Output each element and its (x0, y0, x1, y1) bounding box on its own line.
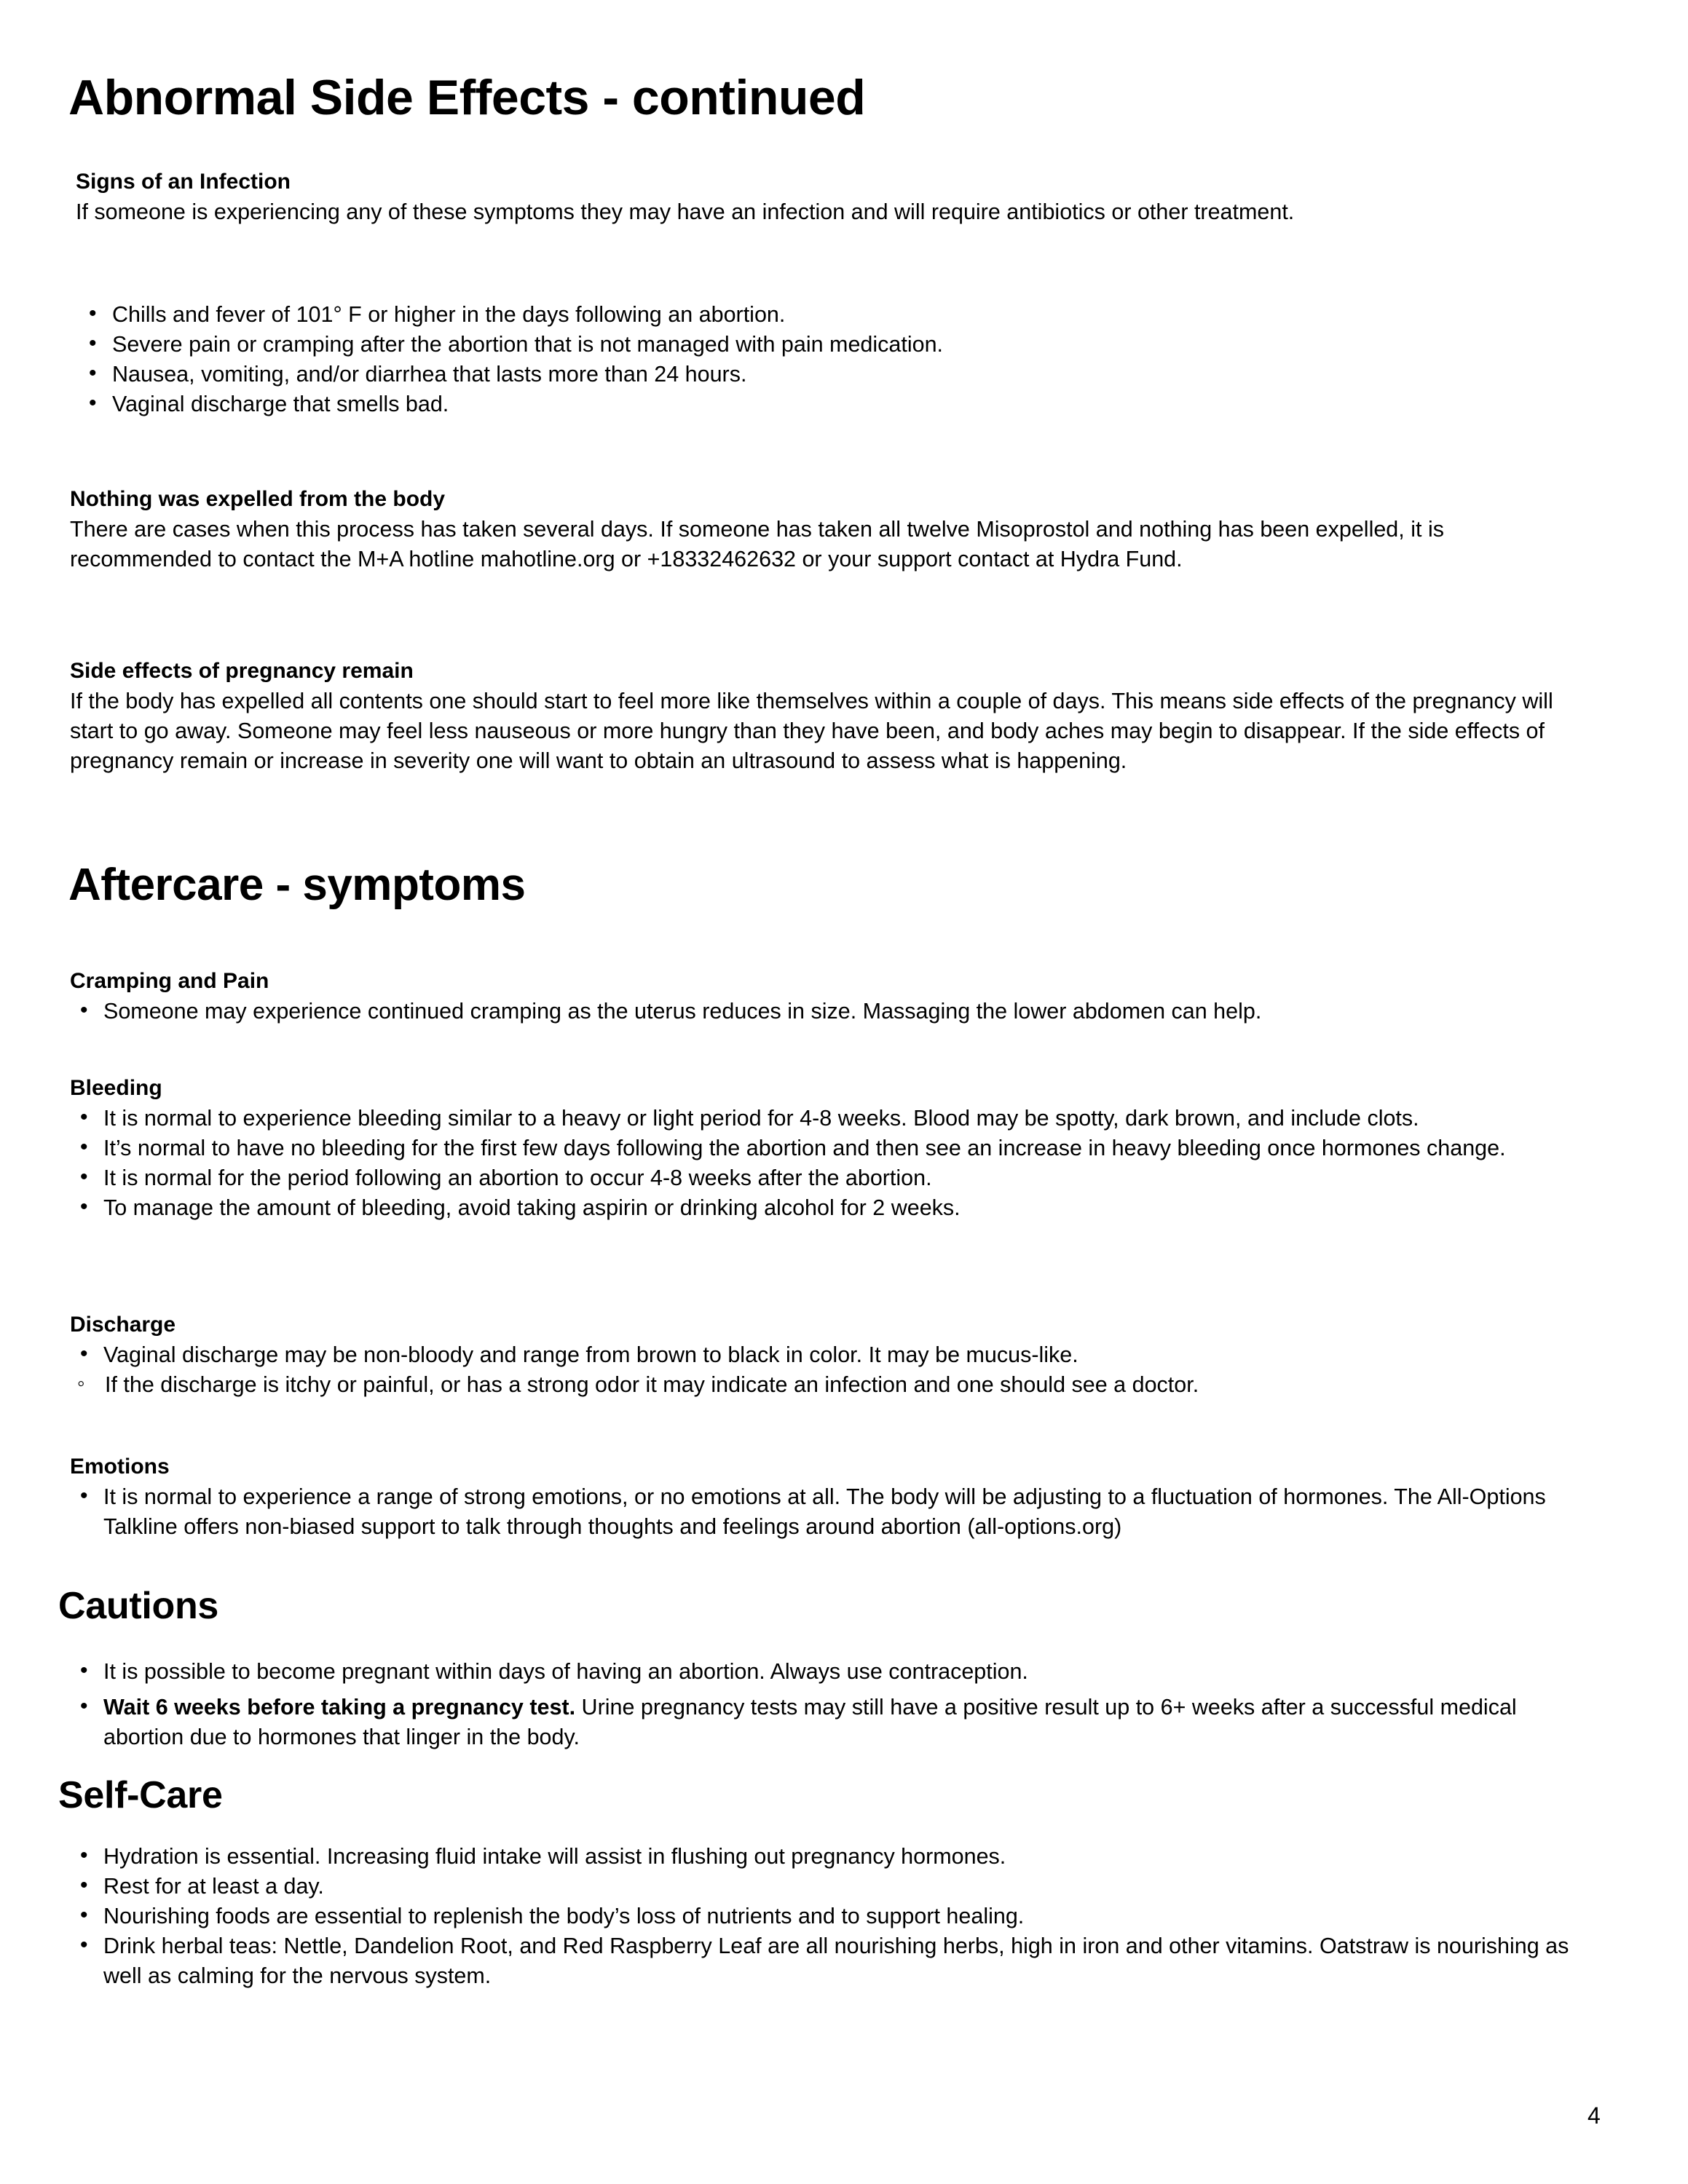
section-emotions (70, 1452, 1574, 1542)
list-item: • Vaginal discharge that smells bad. (79, 389, 1579, 419)
section-pregnancy-remain (70, 657, 1596, 776)
section-title-cautions: Cautions (58, 1585, 219, 1627)
section-title-aftercare: Aftercare - symptoms (68, 860, 526, 910)
list-item (70, 1693, 1570, 1752)
page-title: Abnormal Side Effects - continued (68, 70, 866, 125)
caution-text: It is possible to become pregnant within days of having an abortion. Always use contraception. (103, 1659, 1028, 1684)
cautions-title-block (58, 1587, 218, 1625)
section-body-pregnancy-remain: If the body has expelled all contents one should start to feel more like themselves within a couple of days. This means side effects of the pregnancy will start to go away. Someone may feel less nauseous or more hungry than they have been, and body aches may begin to disappear. If the side effects of pregnancy remain or increase in severity one will want to obtain an ultrasound to assess what is happening. (70, 689, 1553, 774)
list-item: • It’s normal to have no bleeding for the first few days following the abortion and then see an increase in heavy bleeding once hormones change. (70, 1133, 1577, 1163)
section-heading-signs-of-infection: Signs of an Infection (76, 170, 291, 194)
section-heading-emotions: Emotions (70, 1455, 170, 1479)
list-item: • It is normal for the period following an abortion to occur 4-8 weeks after the abortion. (70, 1163, 1577, 1193)
bullet-list (70, 1842, 1570, 1991)
list-item: • It is normal to experience a range of strong emotions, or no emotions at all. The body will be adjusting to a fluctuation of hormones. The All-Options Talkline offers non-biased support to talk through thoughts and feelings around abortion (all-options.org) (70, 1482, 1574, 1542)
caution-emphasis: Wait 6 weeks before taking a pregnancy test. (103, 1695, 576, 1720)
bullet-list (70, 1482, 1574, 1542)
sub-bullet-list (70, 1370, 1574, 1400)
list-item (70, 1657, 1570, 1687)
bullet-list (70, 1104, 1577, 1223)
section-discharge (70, 1310, 1574, 1400)
sub-list-item: ◦ If the discharge is itchy or painful, or has a strong odor it may indicate an infection and one should see a doctor. (70, 1370, 1574, 1400)
bullet-list (79, 300, 1579, 419)
section-heading-pregnancy-remain: Side effects of pregnancy remain (70, 659, 414, 683)
section-heading-discharge: Discharge (70, 1313, 176, 1337)
section-cramping-and-pain (70, 967, 1570, 1026)
self-care-title-block (58, 1776, 223, 1814)
list-item: • Vaginal discharge may be non-bloody and range from brown to black in color. It may be mucus-like. (70, 1340, 1574, 1370)
list-item: • To manage the amount of bleeding, avoid taking aspirin or drinking alcohol for 2 weeks. (70, 1193, 1577, 1223)
list-item: • Severe pain or cramping after the abortion that is not managed with pain medication. (79, 330, 1579, 360)
list-item: • Nourishing foods are essential to replenish the body’s loss of nutrients and to support healing. (70, 1902, 1570, 1931)
list-item: • Chills and fever of 101° F or higher in the days following an abortion. (79, 300, 1579, 330)
list-item: • Hydration is essential. Increasing fluid intake will assist in flushing out pregnancy hormones. (70, 1842, 1570, 1872)
list-self-care (70, 1842, 1570, 1991)
section-signs-of-infection (76, 167, 1583, 227)
section-heading-bleeding: Bleeding (70, 1076, 162, 1100)
bullet-list (70, 997, 1570, 1026)
caution-text: Urine pregnancy tests may still have a positive result up to 6+ weeks after a successful medical abortion due to hormones that linger in the body. (103, 1695, 1517, 1750)
aftercare-title-block (68, 860, 526, 910)
section-intro-signs-of-infection: If someone is experiencing any of these symptoms they may have an infection and will require antibiotics or other treatment. (76, 199, 1295, 224)
section-heading-nothing-expelled: Nothing was expelled from the body (70, 487, 446, 511)
section-bleeding (70, 1074, 1577, 1223)
list-signs-of-infection (79, 300, 1579, 419)
page-title-block (68, 70, 866, 125)
bullet-list (70, 1657, 1570, 1752)
list-item: • Nausea, vomiting, and/or diarrhea that lasts more than 24 hours. (79, 360, 1579, 389)
list-cautions (70, 1657, 1570, 1758)
list-item: • Drink herbal teas: Nettle, Dandelion Root, and Red Raspberry Leaf are all nourishing herbs, high in iron and other vitamins. Oatstraw is nourishing as well as calming for the nervous system. (70, 1931, 1570, 1991)
section-heading-cramping-and-pain: Cramping and Pain (70, 969, 269, 993)
section-nothing-expelled (70, 485, 1592, 574)
section-title-self-care: Self-Care (58, 1774, 223, 1816)
section-body-nothing-expelled: There are cases when this process has taken several days. If someone has taken all twelve Misoprostol and nothing has been expelled, it is recommended to contact the M+A hotline mahotline.org or +18332462632 or your support contact at Hydra Fund. (70, 517, 1444, 572)
list-item: • Someone may experience continued cramping as the uterus reduces in size. Massaging the lower abdomen can help. (70, 997, 1570, 1026)
page-number: 4 (1588, 2102, 1601, 2129)
list-item: • It is normal to experience bleeding similar to a heavy or light period for 4-8 weeks. Blood may be spotty, dark brown, and include clots. (70, 1104, 1577, 1133)
list-item: • Rest for at least a day. (70, 1872, 1570, 1902)
bullet-list (70, 1340, 1574, 1370)
